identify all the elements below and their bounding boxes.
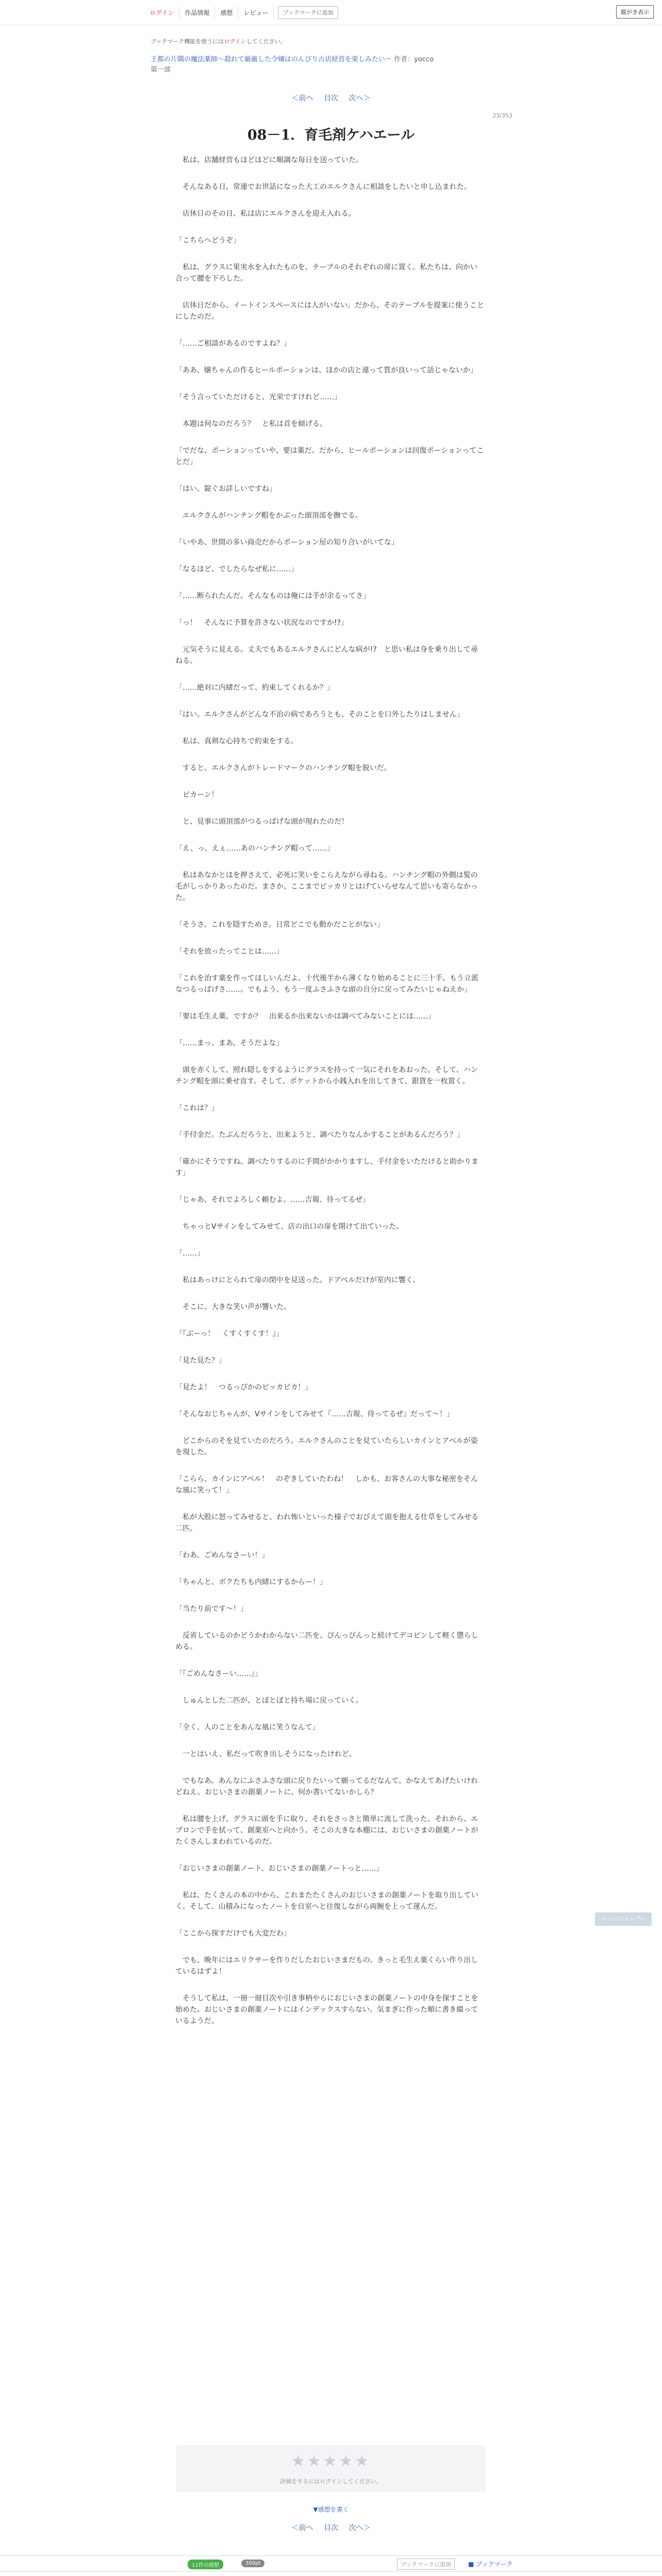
paragraph: 「そんなおじちゃんが、Vサインをしてみせて『……吉報、待ってるぜ』だって～！」 [175,1410,454,1418]
write-impression-link[interactable]: ▼感想を書く [313,2506,349,2513]
paragraph: 「これを治す薬を作ってほしいんだよ。十代後半から薄くなり始めることに三十手。もう立派なつるっぱげさ……。でもよう、もう一度ふさふさな頭の自分に戻ってみたいじゃねえか」 [175,974,478,994]
paragraph: 「全く、人のことをあんな風に笑うなんて」 [175,1723,320,1732]
paragraph: 「なるほど、でしたらなぜ私に……」 [175,565,298,573]
rating-box [176,2445,486,2492]
toc-link[interactable]: 目次 [324,94,338,103]
paragraph: 「『ぶーっ！ くすくすくす！』」 [175,1330,284,1338]
paragraph: 「これは？」 [175,1104,219,1112]
work-info-link[interactable]: 作品情報 [179,6,215,19]
paragraph: 「はい。エルクさんがどんな不治の病であろうとも、そのことを口外したりはしません」 [175,710,464,719]
paragraph: 「『ごめんなさーい……』」 [175,1670,262,1678]
series-info [151,55,511,75]
paragraph: 「ああ、嬢ちゃんの作るヒールポーションは、ほかの店と違って質が良いって話じゃないか」 [175,366,478,375]
footer-band [0,2555,662,2572]
paragraph: 私は腰を上げ、グラスに頭を手に取り、それをさっさと簡単に流して洗った。それから、エプロンで手を拭って、創薬室へと向かう。そこの大きな本棚には、おじいさまの創薬ノートがたくさんしまわれているのだ。 [175,1815,478,1846]
paragraph: 「ここから探すだけでも大変だわ」 [175,1929,291,1938]
paragraph: 本題は何なのだろう？ と私は首を傾げる。 [175,420,327,428]
rating-note: 評価をするにはログインしてください。 [280,2478,382,2485]
top-nav [144,6,338,19]
series-title-link[interactable]: 王都の片隅の魔法薬師～殺れて厳厳した令嬢はのんびり古店経営を楽しみたい～ [151,56,392,63]
paragraph: どこからのそを見ていたのだろう。エルクさんのことを見ていたらしいカインとアベルが姿を現した。 [175,1437,478,1456]
prev-link[interactable]: ＜前へ [291,94,313,103]
paragraph: 頭を赤くして、照れ隠しをするようにグラスを持って一気にそれをあおった。そして、ハンチング帽を頭に乗せ直す。そして、ポケットから小銭入れを出してきて、銀貨を一枚置く。 [175,1066,478,1086]
paragraph: 「……」 [175,1249,204,1258]
points-badge: 300pt [241,2560,264,2567]
paragraph: そんなある日、常連でお世話になった大工のエルクさんに相談をしたいと申し込まれた。 [175,183,471,191]
page-number: 23/353 [492,112,512,119]
paragraph: 店休日のその日、私は店にエルクさんを迎え入れる。 [175,210,356,218]
pager-bottom [0,2522,662,2533]
paragraph: 私はあっけにとられて扉の閉中を見送った。ドアベルだけが室内に響く。 [175,1276,420,1284]
to-top-button[interactable]: ページのトップへ [595,1912,652,1926]
top-bar [0,0,662,25]
paragraph: 「そう言っていただけると、光栄ですけれど……」 [175,393,341,401]
novel-body [175,155,485,2042]
paragraph: ピカーン！ [175,791,219,799]
paragraph: 「確かにそうですね。調べたりするのに手間がかかりますし、手付金をいただけると助かります」 [175,1158,478,1177]
paragraph: エルクさんがハンチング帽をかぶった頭頂部を撫でる。 [175,512,362,520]
paragraph: そこに、大きな笑い声が響いた。 [175,1303,291,1311]
paragraph: 「見たよ！ つるっぴかのピッカピカ！」 [175,1383,312,1392]
vertical-display-button[interactable]: 縦がき表示 [616,5,654,19]
prev-link[interactable]: ＜前へ [291,2524,313,2532]
paragraph: 私は、グラスに果実水を入れたものを、テーブルのそれぞれの席に置く。私たちは、向かい合って腰を下ろした。 [175,263,478,283]
paragraph: 私が大股に怒ってみせると、われ怖いといった様子でおびえて頭を抱える仕草をしてみせる二匹。 [175,1513,478,1533]
part-label: 第一部 [151,66,171,74]
paragraph: 「わあ、ごめんなさーい！」 [175,1551,269,1560]
paragraph: 私は、店舗経営もほどほどに順調な毎日を送っていた。 [175,156,363,164]
paragraph: 「……絶対に内緒だって、約束してくれるか？」 [175,684,334,692]
paragraph: しゅんとした二匹が、とぼとぼと持ち場に戻っていく。 [175,1697,363,1705]
paragraph: 「それを放ったってことは……」 [175,947,284,956]
paragraph: ちゃっとVサインをしてみせて、店の出口の扉を開けて出ていった。 [175,1223,404,1231]
paragraph: 私は、たくさんの本の中から、これまたたくさんのおじいさまの創薬ノートを取り出していく。そして、山積みになったノートを自室へと往復しながら両腕を上って運んだ。 [175,1891,478,1911]
bookmark-add-button-bottom[interactable]: ブックマークに追加 [397,2558,455,2570]
paragraph: 「……まっ、まあ、そうだよな」 [175,1039,284,1047]
bookmark-notice: ブックマーク機能を使うにはログインしてください。 [151,38,286,45]
paragraph: 「要は毛生え薬、ですか？ 出来るか出来ないかは調べてみないことには……」 [175,1012,435,1021]
rating-stars[interactable]: ★★★★★ [291,2452,371,2470]
paragraph: 私は、真剣な心持ちで約束をする。 [175,737,298,745]
reviews-link[interactable]: レビュー [238,6,274,19]
paragraph: 「こらら、カインにアベル！ のぞきしていたわね！ しかも、お客さんの大事な秘密をそんな風に笑って！」 [175,1475,478,1495]
bookmark-add-button[interactable]: ブックマークに追加 [278,6,338,19]
login-link[interactable]: ログイン [144,6,179,19]
paragraph: 「こちらへどうぞ」 [175,236,240,245]
paragraph: 「でだな、ポーションっていや、要は薬だ。だから、ヒールポーションは回復ポーションってことだ」 [175,447,484,466]
paragraph: 店休日だから、イートインスペースには人がいない。だから、そのテーブルを提案に使うことにしたのだ。 [175,301,484,321]
pager-top [0,93,662,103]
paragraph: でも、晩年にはエリクサーを作りだしたおじいさまだもの。きっと毛生え薬くらい作り出しているはずよ！ [175,1956,478,1976]
paragraph: 「……ご相談があるのですよね？」 [175,340,291,348]
paragraph: 「え、っ、えぇ……あのハンチング帽って……」 [175,844,334,853]
paragraph: 「いやあ、世間の多い商売だからポーション屋の知り合いがいてな」 [175,538,399,547]
author-link[interactable]: 作者：yocco [394,56,434,63]
paragraph: 「っ！ そんなに予算を許さない状況なのですか!?」 [175,619,349,627]
paragraph: 「見た見た？」 [175,1357,226,1365]
paragraph: 私はあなかとほを押さえて、必死に笑いをこらえながら尋ねる。ハンチング帽の外側は髪の毛がしっかりあったのだ。まさか、ここまでピッカリとはげていらせなんて思いも寄らなかった。 [175,871,478,902]
paragraph: 「ちゃんと、ボクたちも内緒にするからー！」 [175,1578,327,1586]
paragraph: 反省しているのかどうかわからない二匹を、ぴんっぴんっと続けてデコピンして軽く懲らしめる。 [175,1632,478,1651]
paragraph: 「手付金だ。たぶんだろうと、出来ようと、調べたりなんかすることがあるんだろう？」 [175,1131,464,1139]
paragraph: 「……断られたんだ。そんなものは俺には手が余るってさ」 [175,592,370,600]
paragraph: 「そうさ。これを隠すためさ。日常どこでも動かだことがない」 [175,921,384,929]
paragraph: すると、エルクさんがトレードマークのハンチング帽を脱いだ。 [175,764,391,772]
paragraph: と、見事に頭頂部がつるっぱげな頭が現れたのだ！ [175,818,349,826]
paragraph: 「おじいさまの創薬ノート、おじいさまの創薬ノートっと……」 [175,1865,384,1873]
paragraph: 「当たり前です～！」 [175,1605,247,1613]
chapter-title: 08－1．育毛剤ケハエール [247,127,415,143]
impressions-link[interactable]: 感想 [215,6,238,19]
bookmark-link[interactable]: ■ ブックマーク [468,2561,513,2568]
toc-link[interactable]: 目次 [324,2524,338,2532]
paragraph: 「はい、錠ぐお詳しいですね」 [175,485,276,493]
next-link[interactable]: 次へ＞ [349,2524,371,2532]
paragraph: 元気そうに見える。丈夫でもあるエルクさんにどんな病が!? と思い私は身を乗り出して尋ねる。 [175,646,478,665]
paragraph: でもなあ。あんなにふさふさな頭に戻りたいって願ってるだなんて。かなえてあげたいけれどねえ。おじいさまの創薬ノートに、何か書いてないかしら？ [175,1777,478,1797]
paragraph: 「じゃあ、それでよろしく頼むよ。……吉報、待ってるぜ」 [175,1196,370,1204]
impression-count-badge[interactable]: 11件の感想 [188,2560,223,2569]
paragraph: そうして私は、一冊一冊目次や引き事柄やらにおじいさまの創薬ノートの中身を探すことを始めた。おじいさまの創薬ノートにはインデックスすらない。気まぎに作った順に書き綴っているようだ。 [175,1994,478,2025]
login-link-inline[interactable]: ログイン [224,38,246,45]
paragraph: 一とはいえ、私だって吹き出しそうになったけれど。 [175,1750,356,1758]
next-link[interactable]: 次へ＞ [349,94,371,103]
